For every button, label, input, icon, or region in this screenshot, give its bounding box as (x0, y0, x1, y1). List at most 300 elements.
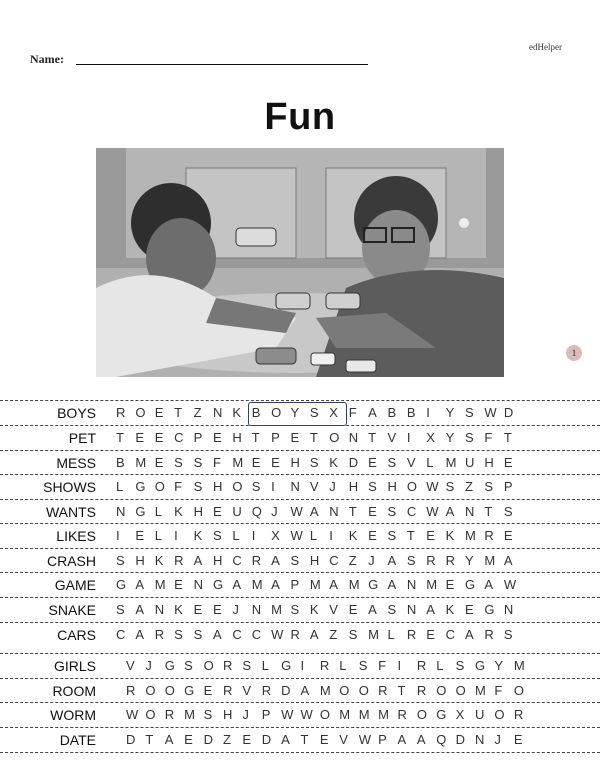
puzzle-letter[interactable]: L (154, 504, 163, 519)
name-write-line[interactable] (76, 64, 368, 65)
puzzle-letter[interactable]: E (503, 455, 513, 470)
puzzle-letter[interactable]: U (465, 455, 475, 470)
puzzle-letter[interactable]: W (281, 707, 294, 722)
puzzle-letter[interactable]: R (406, 627, 417, 642)
puzzle-letter[interactable]: W (503, 577, 517, 592)
puzzle-letter[interactable]: T (368, 430, 377, 445)
puzzle-letter[interactable]: Y (445, 405, 455, 420)
puzzle-letter[interactable]: A (135, 602, 145, 617)
puzzle-letter[interactable]: A (309, 504, 319, 519)
puzzle-letter[interactable]: R (261, 683, 272, 698)
puzzle-letter[interactable]: R (116, 405, 126, 420)
puzzle-letter[interactable]: L (232, 528, 240, 543)
puzzle-letter[interactable]: R (484, 627, 494, 642)
puzzle-letter[interactable]: W (358, 732, 371, 747)
puzzle-letter[interactable]: E (135, 528, 145, 543)
puzzle-letter[interactable]: W (290, 504, 303, 519)
puzzle-letter[interactable]: S (290, 553, 300, 568)
puzzle-letter[interactable]: S (358, 658, 368, 673)
puzzle-letter[interactable]: S (455, 658, 465, 673)
puzzle-letter[interactable]: E (212, 430, 222, 445)
puzzle-letter[interactable]: R (426, 553, 436, 568)
puzzle-letter[interactable]: L (309, 528, 318, 543)
puzzle-letter[interactable]: S (368, 479, 377, 494)
puzzle-letter[interactable]: E (319, 732, 329, 747)
puzzle-letter[interactable]: H (232, 430, 242, 445)
puzzle-letter[interactable]: E (135, 430, 145, 445)
puzzle-letter[interactable]: C (329, 553, 339, 568)
puzzle-letter[interactable]: S (174, 627, 183, 642)
puzzle-letter[interactable]: K (193, 528, 203, 543)
puzzle-letter[interactable]: Z (222, 732, 231, 747)
puzzle-letter[interactable]: R (397, 707, 407, 722)
puzzle-letter[interactable]: E (348, 602, 358, 617)
puzzle-letter[interactable]: C (116, 627, 126, 642)
puzzle-letter[interactable]: M (475, 683, 486, 698)
puzzle-letter[interactable]: R (164, 707, 175, 722)
puzzle-letter[interactable]: F (494, 683, 503, 698)
puzzle-letter[interactable]: F (174, 479, 183, 494)
puzzle-letter[interactable]: W (290, 528, 303, 543)
puzzle-letter[interactable]: Y (494, 658, 504, 673)
puzzle-letter[interactable]: N (193, 577, 203, 592)
puzzle-letter[interactable]: C (251, 627, 262, 642)
puzzle-letter[interactable]: H (212, 553, 223, 568)
puzzle-letter[interactable]: F (378, 658, 387, 673)
puzzle-letter[interactable]: N (212, 405, 223, 420)
puzzle-letter[interactable]: Y (445, 430, 455, 445)
puzzle-letter[interactable]: S (387, 504, 397, 519)
puzzle-letter[interactable]: M (513, 658, 525, 673)
puzzle-letter[interactable]: T (309, 430, 318, 445)
puzzle-letter[interactable]: T (145, 732, 154, 747)
puzzle-letter[interactable]: O (339, 683, 350, 698)
puzzle-letter[interactable]: Y (290, 405, 300, 420)
puzzle-letter[interactable]: R (222, 683, 233, 698)
puzzle-letter[interactable]: E (242, 732, 252, 747)
puzzle-letter[interactable]: R (251, 553, 262, 568)
puzzle-letter[interactable]: K (174, 504, 183, 519)
puzzle-letter[interactable]: K (309, 602, 319, 617)
puzzle-letter[interactable]: A (281, 732, 290, 747)
puzzle-letter[interactable]: O (154, 479, 165, 494)
puzzle-letter[interactable]: O (319, 707, 331, 722)
puzzle-letter[interactable]: M (484, 553, 496, 568)
puzzle-letter[interactable]: L (116, 479, 124, 494)
puzzle-letter[interactable]: X (271, 528, 280, 543)
puzzle-letter[interactable]: C (406, 504, 417, 519)
puzzle-letter[interactable]: V (387, 430, 397, 445)
puzzle-letter[interactable]: M (319, 683, 331, 698)
puzzle-letter[interactable]: D (261, 732, 272, 747)
puzzle-letter[interactable]: V (309, 479, 319, 494)
puzzle-letter[interactable]: I (406, 430, 411, 445)
puzzle-letter[interactable]: E (184, 732, 193, 747)
puzzle-letter[interactable]: P (503, 479, 513, 494)
puzzle-letter[interactable]: R (484, 528, 494, 543)
puzzle-letter[interactable]: G (212, 577, 224, 592)
puzzle-letter[interactable]: J (494, 732, 501, 747)
puzzle-letter[interactable]: K (174, 602, 183, 617)
puzzle-letter[interactable]: A (503, 553, 513, 568)
puzzle-letter[interactable]: T (116, 430, 124, 445)
puzzle-letter[interactable]: O (455, 683, 466, 698)
puzzle-letter[interactable]: E (193, 602, 203, 617)
puzzle-word: DATE (59, 732, 96, 748)
puzzle-letter[interactable]: G (368, 577, 379, 592)
puzzle-letter[interactable]: E (426, 528, 435, 543)
puzzle-letter[interactable]: E (174, 577, 183, 592)
puzzle-letter[interactable]: D (348, 455, 359, 470)
puzzle-letter[interactable]: I (116, 528, 120, 543)
puzzle-letter[interactable]: I (251, 528, 256, 543)
puzzle-letter[interactable]: Q (436, 732, 447, 747)
puzzle-letter[interactable]: V (242, 683, 252, 698)
puzzle-letter[interactable]: R (416, 658, 427, 673)
puzzle-letter[interactable]: O (406, 479, 417, 494)
puzzle-letter[interactable]: A (300, 683, 310, 698)
puzzle-letter[interactable]: K (154, 553, 164, 568)
puzzle-letter[interactable]: K (348, 528, 358, 543)
puzzle-letter[interactable]: L (426, 455, 434, 470)
puzzle-letter[interactable]: O (135, 405, 146, 420)
puzzle-letter[interactable]: X (455, 707, 465, 722)
puzzle-letter[interactable]: N (406, 602, 417, 617)
puzzle-letter[interactable]: Z (465, 479, 473, 494)
puzzle-letter[interactable]: A (368, 602, 377, 617)
puzzle-letter[interactable]: R (513, 707, 524, 722)
puzzle-letter[interactable]: S (348, 627, 358, 642)
puzzle-letter[interactable]: W (426, 504, 439, 519)
puzzle-letter[interactable]: E (251, 455, 261, 470)
puzzle-letter[interactable]: A (271, 553, 280, 568)
puzzle-letter[interactable]: L (261, 658, 269, 673)
puzzle-letter[interactable]: M (135, 455, 147, 470)
puzzle-letter[interactable]: N (116, 504, 126, 519)
puzzle-letter[interactable]: C (232, 553, 242, 568)
puzzle-letter[interactable]: S (503, 504, 513, 519)
puzzle-letter[interactable]: J (368, 553, 375, 568)
puzzle-letter[interactable]: R (154, 627, 165, 642)
puzzle-letter[interactable]: W (426, 479, 439, 494)
puzzle-letter[interactable]: G (465, 577, 476, 592)
puzzle-letter[interactable]: I (329, 528, 333, 543)
puzzle-letter[interactable]: R (445, 553, 456, 568)
puzzle-letter[interactable]: S (290, 602, 300, 617)
puzzle-letter[interactable]: S (193, 627, 203, 642)
puzzle-letter[interactable]: L (436, 658, 444, 673)
puzzle-letter[interactable]: A (445, 504, 455, 519)
puzzle-letter[interactable]: L (154, 528, 163, 543)
puzzle-letter[interactable]: G (281, 658, 292, 673)
puzzle-letter[interactable]: A (397, 732, 407, 747)
puzzle-letter[interactable]: Q (251, 504, 262, 519)
puzzle-letter[interactable]: A (387, 553, 397, 568)
puzzle-letter[interactable]: U (475, 707, 485, 722)
puzzle-letter[interactable]: K (445, 528, 455, 543)
puzzle-letter[interactable]: O (164, 683, 175, 698)
puzzle-letter[interactable]: M (358, 707, 370, 722)
puzzle-letter[interactable]: A (309, 627, 319, 642)
puzzle-letter[interactable]: O (145, 683, 156, 698)
puzzle-letter[interactable]: M (465, 528, 476, 543)
puzzle-letter[interactable]: H (484, 455, 494, 470)
puzzle-letter[interactable]: V (329, 602, 338, 617)
puzzle-letter[interactable]: N (329, 504, 339, 519)
puzzle-letter[interactable]: R (290, 627, 300, 642)
puzzle-letter[interactable]: S (174, 455, 183, 470)
puzzle-letter[interactable]: D (281, 683, 291, 698)
puzzle-letter[interactable]: Z (193, 405, 202, 420)
puzzle-letter[interactable]: O (358, 683, 369, 698)
puzzle-letter[interactable]: B (387, 405, 397, 420)
puzzle-letter[interactable]: S (309, 455, 319, 470)
puzzle-letter[interactable]: C (232, 627, 242, 642)
puzzle-letter[interactable]: A (232, 577, 242, 592)
puzzle-letter[interactable]: N (154, 602, 165, 617)
puzzle-letter[interactable]: I (174, 528, 178, 543)
puzzle-letter[interactable]: M (251, 577, 263, 592)
puzzle-letter[interactable]: N (475, 732, 485, 747)
puzzle-letter[interactable]: K (232, 405, 242, 420)
puzzle-letter[interactable]: K (445, 602, 455, 617)
puzzle-letter[interactable]: S (387, 455, 397, 470)
puzzle-letter[interactable]: M (154, 577, 166, 592)
puzzle-letter[interactable]: Y (465, 553, 474, 568)
puzzle-letter[interactable]: S (242, 658, 252, 673)
puzzle-letter[interactable]: A (135, 627, 145, 642)
puzzle-letter[interactable]: C (174, 430, 184, 445)
puzzle-letter[interactable]: O (232, 479, 243, 494)
puzzle-letter[interactable]: P (378, 732, 387, 747)
puzzle-letter[interactable]: E (212, 504, 222, 519)
puzzle-letter[interactable]: T (484, 504, 493, 519)
puzzle-letter[interactable]: T (397, 683, 406, 698)
puzzle-letter[interactable]: S (116, 553, 125, 568)
puzzle-letter[interactable]: N (290, 479, 300, 494)
puzzle-letter[interactable]: N (406, 577, 417, 592)
puzzle-letter[interactable]: H (290, 455, 300, 470)
puzzle-letter[interactable]: P (290, 577, 300, 592)
puzzle-letter[interactable]: H (193, 504, 203, 519)
puzzle-letter[interactable]: E (368, 455, 377, 470)
puzzle-letter[interactable]: G (475, 658, 486, 673)
puzzle-letter[interactable]: V (126, 658, 135, 673)
puzzle-letter[interactable]: H (222, 707, 233, 722)
puzzle-letter[interactable]: X (329, 405, 338, 420)
puzzle-letter[interactable]: E (513, 732, 523, 747)
puzzle-letter[interactable]: M (309, 577, 321, 592)
puzzle-letter[interactable]: S (465, 430, 474, 445)
puzzle-letter[interactable]: F (484, 430, 493, 445)
puzzle-letter[interactable]: A (212, 627, 222, 642)
puzzle-letter[interactable]: O (329, 430, 340, 445)
puzzle-letter[interactable]: V (339, 732, 348, 747)
puzzle-letter[interactable]: O (416, 707, 427, 722)
puzzle-letter[interactable]: T (406, 528, 415, 543)
puzzle-letter[interactable]: H (309, 553, 320, 568)
puzzle-letter[interactable]: G (184, 683, 195, 698)
puzzle-letter[interactable]: J (329, 479, 336, 494)
puzzle-letter[interactable]: P (271, 430, 280, 445)
puzzle-letter[interactable]: S (445, 479, 455, 494)
puzzle-letter[interactable]: S (503, 627, 513, 642)
puzzle-letter[interactable]: E (154, 430, 164, 445)
puzzle-letter[interactable]: W (300, 707, 313, 722)
puzzle-letter[interactable]: K (329, 455, 338, 470)
puzzle-letters (116, 405, 523, 420)
puzzle-letter[interactable]: A (465, 627, 474, 642)
puzzle-letter[interactable]: M (184, 707, 196, 722)
puzzle-letter[interactable]: E (465, 602, 474, 617)
puzzle-letter[interactable]: D (503, 405, 514, 420)
puzzle-letter[interactable]: O (203, 658, 214, 673)
puzzle-letter[interactable]: W (484, 405, 497, 420)
puzzle-letter[interactable]: F (348, 405, 357, 420)
puzzle-letter[interactable]: M (271, 602, 282, 617)
puzzle-letter[interactable]: A (387, 577, 397, 592)
puzzle-letter[interactable]: H (212, 479, 223, 494)
puzzle-letter[interactable]: E (368, 528, 377, 543)
puzzle-letter[interactable]: B (116, 455, 125, 470)
puzzle-letter[interactable]: C (445, 627, 456, 642)
puzzle-letter[interactable]: D (203, 732, 213, 747)
puzzle-letter[interactable]: S (387, 602, 397, 617)
puzzle-letter[interactable]: W (271, 627, 284, 642)
puzzle-letter[interactable]: H (387, 479, 397, 494)
puzzle-letter[interactable]: M (348, 577, 360, 592)
puzzle-letter[interactable]: N (348, 430, 359, 445)
puzzle-letter[interactable]: O (513, 683, 524, 698)
puzzle-letter[interactable]: M (368, 627, 379, 642)
puzzle-letter[interactable]: O (436, 683, 447, 698)
puzzle-letter[interactable]: A (329, 577, 338, 592)
puzzle-letter[interactable]: J (145, 658, 152, 673)
puzzle-letter[interactable]: A (135, 577, 145, 592)
puzzle-letter[interactable]: M (378, 707, 389, 722)
puzzle-letter[interactable]: G (116, 577, 127, 592)
puzzle-letter[interactable]: G (164, 658, 175, 673)
puzzle-letter[interactable]: E (426, 627, 435, 642)
puzzle-letter[interactable]: A (164, 732, 174, 747)
puzzle-letter[interactable]: G (484, 602, 495, 617)
puzzle-letter[interactable]: E (271, 455, 280, 470)
puzzle-letter[interactable]: S (465, 405, 474, 420)
puzzle-letter[interactable]: T (503, 430, 512, 445)
puzzle-letter[interactable]: U (232, 504, 242, 519)
puzzle-letter[interactable]: G (135, 504, 146, 519)
puzzle-letter[interactable]: M (445, 455, 457, 470)
puzzle-letter[interactable]: O (271, 405, 282, 420)
puzzle-letter[interactable]: E (212, 602, 222, 617)
puzzle-letter[interactable]: T (251, 430, 260, 445)
puzzle-letter[interactable]: D (455, 732, 466, 747)
puzzle-letter[interactable]: E (290, 430, 300, 445)
puzzle-letter[interactable]: T (174, 405, 183, 420)
puzzle-letter[interactable]: A (416, 732, 426, 747)
puzzle-letter[interactable]: I (271, 479, 275, 494)
puzzle-letter[interactable]: J (232, 602, 239, 617)
puzzle-letter[interactable]: A (271, 577, 280, 592)
puzzle-letter[interactable]: P (261, 707, 271, 722)
puzzle-letter[interactable]: E (154, 455, 164, 470)
puzzle-letter[interactable]: H (135, 553, 145, 568)
puzzle-letter[interactable]: E (368, 504, 377, 519)
puzzle-letter[interactable]: L (339, 658, 347, 673)
puzzle-letter[interactable]: O (145, 707, 156, 722)
puzzle-letter[interactable]: M (426, 577, 438, 592)
puzzle-letter[interactable]: M (339, 707, 351, 722)
puzzle-letter[interactable]: J (242, 707, 249, 722)
puzzle-letter[interactable]: S (116, 602, 125, 617)
puzzle-letter[interactable]: A (426, 602, 435, 617)
puzzle-word: CARS (57, 627, 96, 643)
puzzle-letter[interactable]: S (484, 479, 494, 494)
puzzle-letter[interactable]: N (465, 504, 475, 519)
puzzle-letter[interactable]: S (184, 658, 193, 673)
puzzle-letter[interactable]: G (135, 479, 146, 494)
puzzle-letter[interactable]: D (126, 732, 136, 747)
puzzle-letter[interactable]: A (484, 577, 494, 592)
puzzle-letter[interactable]: S (203, 707, 213, 722)
puzzle-letter[interactable]: T (300, 732, 309, 747)
puzzle-letter[interactable]: A (368, 405, 377, 420)
puzzle-letter[interactable]: N (251, 602, 262, 617)
puzzle-letter[interactable]: S (406, 553, 416, 568)
puzzle-letter[interactable]: G (436, 707, 447, 722)
puzzle-letter[interactable]: R (222, 658, 233, 673)
puzzle-letter[interactable]: N (503, 602, 514, 617)
puzzle-letter[interactable]: S (212, 528, 222, 543)
puzzle-letter[interactable]: V (406, 455, 416, 470)
puzzle-letter[interactable]: I (426, 405, 430, 420)
puzzle-letter[interactable]: E (445, 577, 455, 592)
puzzle-letter[interactable]: E (154, 405, 164, 420)
puzzle-letter[interactable]: W (126, 707, 139, 722)
puzzle-letter[interactable]: S (193, 455, 203, 470)
puzzle-letter[interactable]: S (251, 479, 261, 494)
puzzle-letter[interactable]: R (319, 658, 330, 673)
puzzle-letter[interactable]: R (174, 553, 184, 568)
puzzle-letter[interactable]: P (193, 430, 203, 445)
puzzle-letter[interactable]: E (203, 683, 213, 698)
puzzle-word: WORM (50, 707, 96, 723)
puzzle-letter[interactable]: I (397, 658, 402, 673)
puzzle-letter[interactable]: A (193, 553, 203, 568)
puzzle-letter[interactable]: J (271, 504, 278, 519)
puzzle-letter[interactable]: R (378, 683, 388, 698)
puzzle-letter[interactable]: S (309, 405, 319, 420)
puzzle-letter[interactable]: R (126, 683, 136, 698)
puzzle-letter[interactable]: R (416, 683, 427, 698)
puzzle-letter[interactable]: L (387, 627, 395, 642)
puzzle-letter[interactable]: S (193, 479, 203, 494)
puzzle-letter[interactable]: Z (329, 627, 338, 642)
puzzle-letter[interactable]: E (503, 528, 513, 543)
puzzle-letter[interactable]: X (426, 430, 435, 445)
puzzle-letter[interactable]: B (406, 405, 416, 420)
puzzle-letter[interactable]: O (494, 707, 505, 722)
puzzle-letter[interactable]: T (348, 504, 357, 519)
puzzle-letter[interactable]: Z (348, 553, 357, 568)
puzzle-letter[interactable]: H (348, 479, 359, 494)
puzzle-letter[interactable]: I (300, 658, 305, 673)
puzzle-word: SNAKE (48, 602, 96, 618)
puzzle-letter[interactable]: B (251, 405, 261, 420)
puzzle-letter[interactable]: F (212, 455, 221, 470)
puzzle-letter[interactable]: S (387, 528, 397, 543)
puzzle-letter[interactable]: M (232, 455, 244, 470)
